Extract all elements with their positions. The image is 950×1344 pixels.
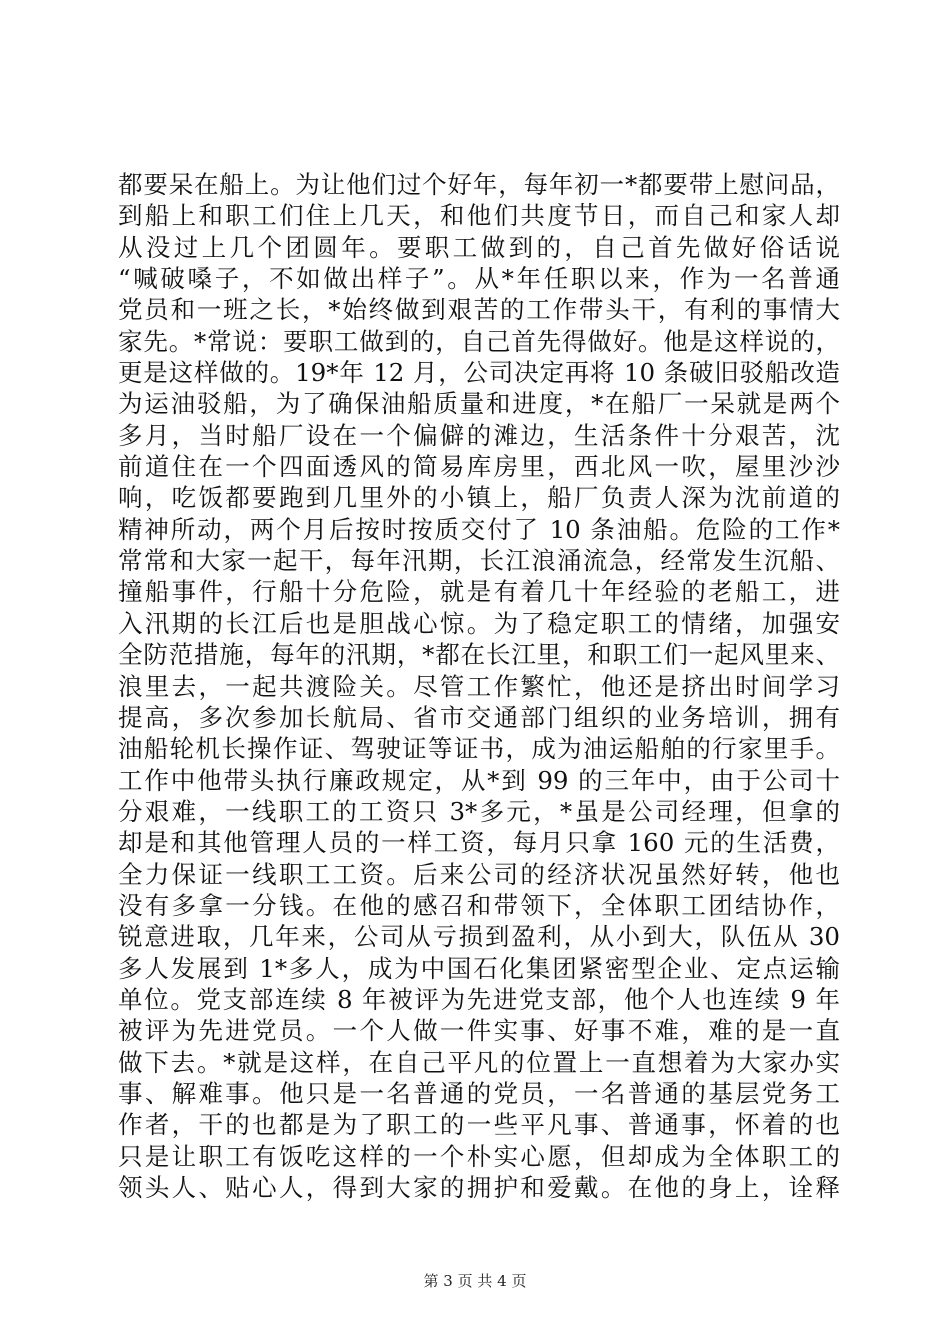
text-line: 前道住在一个四面透风的简易库房里，西北风一吹，屋里沙沙 (118, 452, 840, 482)
page-number-label: 第 3 页 共 4 页 (423, 1272, 527, 1290)
text-line: 领头人、贴心人，得到大家的拥护和爱戴。在他的身上，诠释 (118, 1173, 840, 1202)
text-line: 做下去。*就是这样，在自己平凡的位置上一直想着为大家办实 (118, 1047, 840, 1077)
text-line: 撞船事件，行船十分危险，就是有着几十年经验的老船工，进 (118, 577, 840, 607)
text-line: 锐意进取，几年来，公司从亏损到盈利，从小到大，队伍从 30 (118, 922, 840, 952)
text-line: 浪里去，一起共渡险关。尽管工作繁忙，他还是挤出时间学习 (118, 671, 840, 701)
text-line: 工作中他带头执行廉政规定，从*到 99 的三年中，由于公司十 (118, 765, 840, 795)
text-line: 被评为先进党员。一个人做一件实事、好事不难，难的是一直 (118, 1016, 840, 1046)
text-line: 作者，干的也都是为了职工的一些平凡事、普通事，怀着的也 (118, 1110, 840, 1140)
text-line: “喊破嗓子，不如做出样子”。从*年任职以来，作为一名普通 (118, 264, 840, 294)
text-line: 响，吃饭都要跑到几里外的小镇上，船厂负责人深为沈前道的 (118, 483, 840, 513)
text-line: 事、解难事。他只是一名普通的党员，一名普通的基层党务工 (118, 1078, 840, 1108)
text-line: 多月，当时船厂设在一个偏僻的滩边，生活条件十分艰苦，沈 (118, 420, 840, 450)
text-line: 多人发展到 1*多人，成为中国石化集团紧密型企业、定点运输 (118, 953, 840, 983)
text-line: 从没过上几个团圆年。要职工做到的，自己首先做好俗话说 (118, 232, 840, 262)
text-line: 精神所动，两个月后按时按质交付了 10 条油船。危险的工作* (118, 514, 840, 544)
text-line: 只是让职工有饭吃这样的一个朴实心愿，但却成为全体职工的 (118, 1141, 840, 1171)
text-line: 到船上和职工们住上几天，和他们共度节日，而自己和家人却 (118, 201, 840, 231)
text-line: 常常和大家一起干，每年汛期，长江浪涌流急，经常发生沉船、 (118, 546, 840, 576)
text-line: 单位。党支部连续 8 年被评为先进党支部，他个人也连续 9 年 (118, 984, 840, 1014)
text-line: 党员和一班之长，*始终做到艰苦的工作带头干，有利的事情大 (118, 295, 840, 325)
text-line: 却是和其他管理人员的一样工资，每月只拿 160 元的生活费， (118, 828, 840, 858)
text-line: 入汛期的长江后也是胆战心惊。为了稳定职工的情绪，加强安 (118, 608, 840, 638)
text-line: 家先。*常说：要职工做到的，自己首先得做好。他是这样说的， (118, 326, 840, 356)
body-text (118, 169, 840, 1203)
text-line: 提高，多次参加长航局、省市交通部门组织的业务培训，拥有 (118, 702, 840, 732)
text-line: 分艰难，一线职工的工资只 3*多元，*虽是公司经理，但拿的 (118, 796, 840, 826)
text-line: 更是这样做的。19*年 12 月，公司决定再将 10 条破旧驳船改造 (118, 358, 840, 388)
text-line: 都要呆在船上。为让他们过个好年，每年初一*都要带上慰问品， (118, 170, 840, 199)
text-line: 为运油驳船，为了确保油船质量和进度，*在船厂一呆就是两个 (118, 389, 840, 419)
text-line: 全力保证一线职工工资。后来公司的经济状况虽然好转，他也 (118, 859, 840, 889)
text-line: 没有多拿一分钱。在他的感召和带领下，全体职工团结协作， (118, 890, 840, 920)
text-line: 油船轮机长操作证、驾驶证等证书，成为油运船舶的行家里手。 (118, 734, 840, 764)
text-line: 全防范措施，每年的汛期，*都在长江里，和职工们一起风里来、 (118, 640, 840, 670)
page-footer (0, 1270, 950, 1291)
